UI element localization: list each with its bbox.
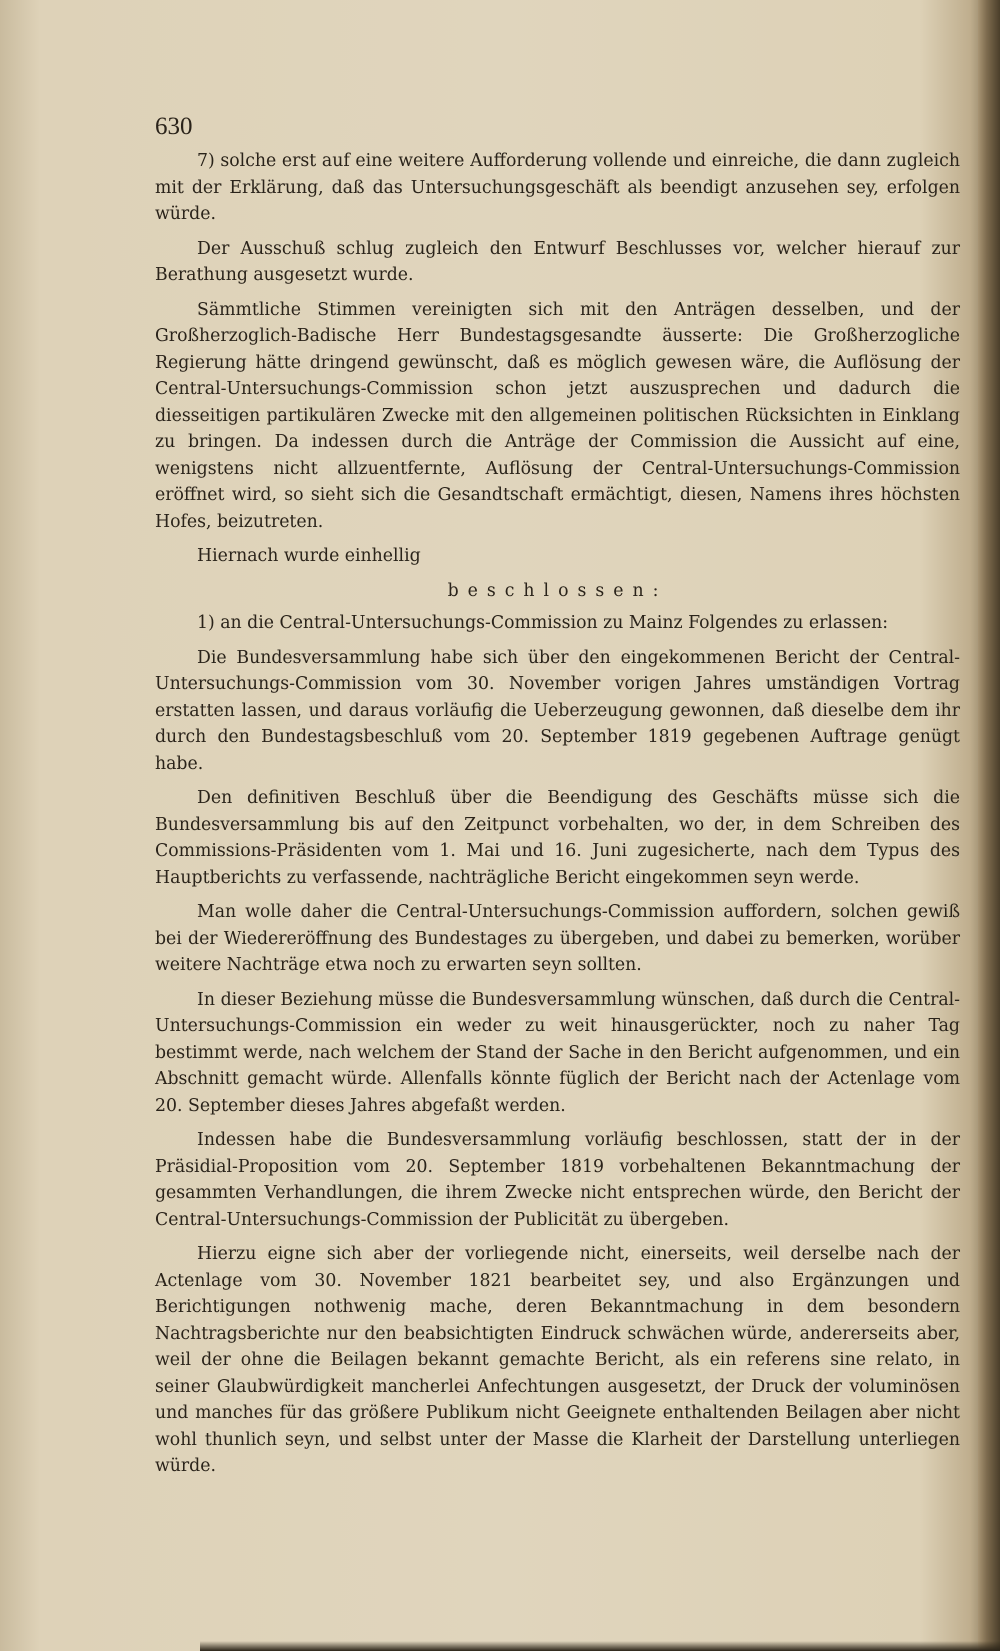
paragraph-2: Der Ausschuß schlug zugleich den Entwurf Beschlusses vor, welcher hierauf zur Berathung ausgesetzt wurde. <box>155 238 960 285</box>
paragraph-3: Sämmtliche Stimmen vereinigten sich mit den Anträgen desselben, und der Großherzoglich-Badische Herr Bundestagsgesandte äusserte: Die Großherzogliche Regierung hätte dringend gewünscht, daß es möglich gewesen wäre, die Auflösung der Central-Untersuchungs-Commission schon jetzt auszusprechen und dadurch die diesseitigen partikulären Zwecke mit den allgemeinen politischen Rücksichten in Einklang zu bringen. Da indessen durch die Anträge der Commission die Aussicht auf eine, wenigstens nicht allzuentfernte, Auflösung der Central-Untersuchungs-Commission eröffnet wird, so sieht sich die Gesandtschaft ermächtigt, diesen, Namens ihres höchsten Hofes, beizutreten. <box>155 299 960 532</box>
paragraph-5: 1) an die Central-Untersuchungs-Commission zu Mainz Folgendes zu erlassen: <box>197 613 889 633</box>
book-spine-shadow <box>978 0 1000 1651</box>
paragraph-1: 7) solche erst auf eine weitere Aufforderung vollende und einreiche, die dann zugleich mit der Erklärung, daß das Untersuchungsgeschäft als beendigt anzusehen sey, erfolgen würde. <box>155 151 960 224</box>
paragraph-7: Den definitiven Beschluß über die Beendigung des Geschäfts müsse sich die Bundesversammlung bis auf den Zeitpunct vorbehalten, wo der, in dem Schreiben des Commissions-Präsidenten vom 1. Mai und 16. Juni zugesicherte, nach dem Typus des Hauptberichts zu verfassende, nachträgliche Bericht eingekommen seyn werde. <box>155 788 960 888</box>
resolution-heading: beschlossen: <box>447 580 668 601</box>
paragraph-6: Die Bundesversammlung habe sich über den eingekommenen Bericht der Central-Untersuchungs-Commission vom 30. November vorigen Jahres umständigen Vortrag erstatten lassen, und daraus vorläufig die Ueberzeugung gewonnen, daß dieselbe dem ihr durch den Bundestagsbeschluß vom 20. September 1819 gegebenen Auftrage genügt habe. <box>155 647 960 774</box>
paragraph-11: Hierzu eigne sich aber der vorliegende nicht, einerseits, weil derselbe nach der Actenlage vom 30. November 1821 bearbeitet sey, und also Ergänzungen und Berichtigungen nothwenig mache, deren Bekanntmachung in dem besondern Nachtragsberichte nur den beabsichtigten Eindruck schwächen würde, andererseits aber, weil der ohne die Beilagen bekannt gemachte Bericht, als ein referens sine relato, in seiner Glaubwürdigkeit mancherlei Anfechtungen ausgesetzt, der Druck der voluminösen und manches für das größere Publikum nicht Geeignete enthaltenden Beilagen aber nicht wohl thunlich seyn, und selbst unter der Masse die Klarheit der Darstellung unterliegen würde. <box>155 1244 960 1476</box>
paragraph-9: In dieser Beziehung müsse die Bundesversammlung wünschen, daß durch die Central-Untersuchungs-Commission ein weder zu weit hinausgerückter, noch zu naher Tag bestimmt werde, nach welchem der Stand der Sache in den Bericht aufgenommen, und ein Abschnitt gemacht würde. Allenfalls könnte füglich der Bericht nach der Actenlage vom 20. September dieses Jahres abgefaßt werden. <box>155 989 960 1116</box>
paragraph-8: Man wolle daher die Central-Untersuchungs-Commission auffordern, solchen gewiß bei der Wiedereröffnung des Bundestages zu übergeben, und dabei zu bemerken, worüber weitere Nachträge etwa noch zu erwarten seyn sollten. <box>155 902 960 975</box>
page-bottom-edge <box>200 1641 1000 1651</box>
page-number: 630 <box>155 113 193 140</box>
paragraph-10: Indessen habe die Bundesversammlung vorläufig beschlossen, statt der in der Präsidial-Proposition vom 20. September 1819 vorbehaltenen Bekanntmachung der gesammten Verhandlungen, die ihrem Zwecke nicht entsprechen würde, den Bericht der Central-Untersuchungs-Commission der Publicität zu übergeben. <box>155 1130 960 1230</box>
paragraph-4: Hiernach wurde einhellig <box>197 546 421 566</box>
page-text <box>155 112 960 1488</box>
